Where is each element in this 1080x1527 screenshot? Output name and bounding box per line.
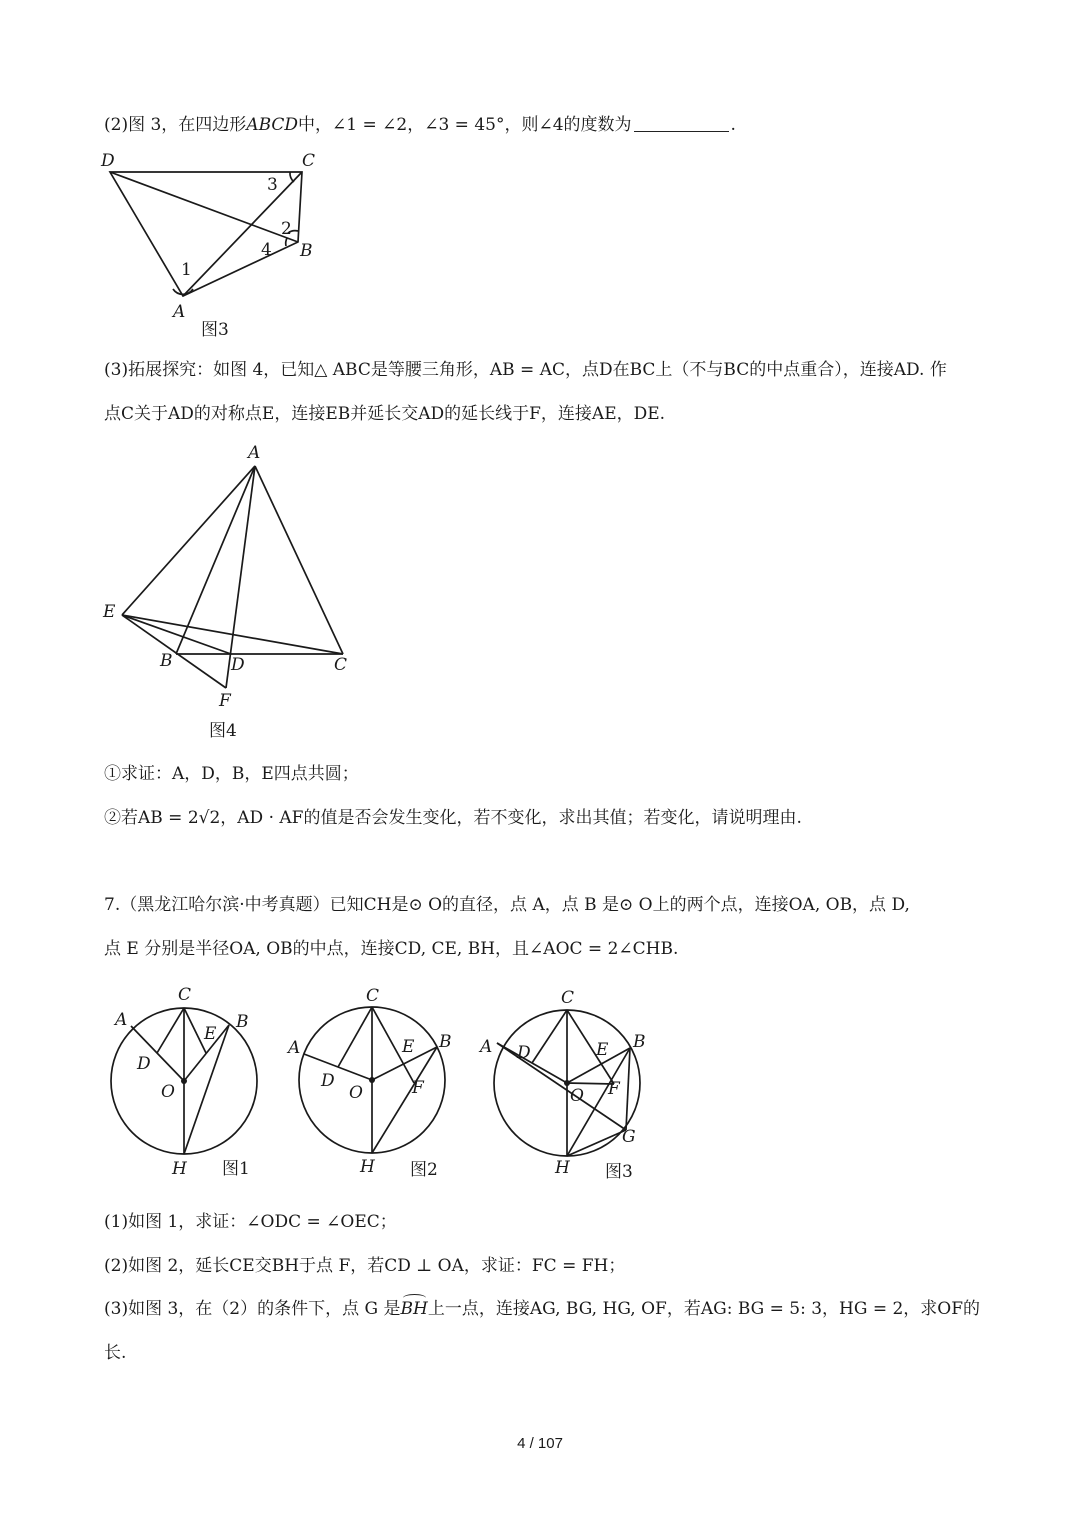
seg-ae xyxy=(122,466,255,615)
label-e: E xyxy=(596,1040,609,1060)
label-e: E xyxy=(103,602,116,622)
label-a: A xyxy=(248,443,261,463)
seg-of xyxy=(567,1083,614,1084)
q7-part2: (2)如图 2，延长CE交BH于点 F，若CD ⊥ OA，求证：FC = FH； xyxy=(104,1256,626,1276)
label-3: 3 xyxy=(267,175,278,195)
label-h: H xyxy=(360,1157,375,1177)
label-h: H xyxy=(555,1158,570,1178)
label-a: A xyxy=(173,302,186,322)
label-2: 2 xyxy=(281,219,292,239)
angle-4-arc xyxy=(286,238,287,246)
q6-sub2: ②若AB = 2√2，AD · AF的值是否会发生变化，若不变化，求出其值；若变化，请说明理由. xyxy=(104,808,802,828)
q7-part1: (1)如图 1，求证：∠ODC = ∠OEC； xyxy=(104,1212,397,1232)
label-c: C xyxy=(366,986,380,1006)
seg-bg xyxy=(626,1048,630,1130)
answer-blank[interactable] xyxy=(634,115,729,132)
label-g: G xyxy=(622,1127,636,1147)
center-dot xyxy=(369,1077,375,1083)
label-4: 4 xyxy=(261,240,272,260)
q7-line1: 7.（黑龙江哈尔滨·中考真题）已知CH是⊙ O的直径，点 A，点 B 是⊙ O上的两个点，连接OA, OB，点 D, xyxy=(104,895,910,915)
q6-part2-text xyxy=(104,113,736,137)
seg-bh xyxy=(184,1025,229,1154)
q6-part2-text-b: 中，∠1 = ∠2，∠3 = 45°，则∠4的度数为 xyxy=(298,115,632,135)
seg-ec xyxy=(122,615,343,654)
q6-sub1: ①求证：A，D，B，E四点共圆； xyxy=(104,764,359,784)
q6-part2-text-a: (2)图 3，在四边形 xyxy=(104,115,247,135)
q6-part3-line1: (3)拓展探究：如图 4，已知△ ABC是等腰三角形，AB = AC，点D在BC上（不与BC的中点重合），连接AD. 作 xyxy=(104,360,947,380)
q7-figure-1-caption: 图1 xyxy=(222,1159,250,1179)
seg-ac xyxy=(255,466,343,654)
label-d: D xyxy=(101,151,115,171)
label-f: F xyxy=(608,1079,620,1099)
label-1: 1 xyxy=(181,260,192,280)
arc-bh-label: BH xyxy=(400,1299,428,1319)
center-dot xyxy=(181,1078,187,1084)
seg-cd xyxy=(532,1010,567,1063)
quad-name: ABCD xyxy=(246,115,299,135)
q7-figure-2-caption: 图2 xyxy=(410,1160,438,1180)
label-a: A xyxy=(288,1038,301,1058)
label-o: O xyxy=(161,1082,175,1102)
label-e: E xyxy=(402,1037,415,1057)
figure-4-triangle xyxy=(95,440,375,750)
q7-part3-cont: 长. xyxy=(104,1343,127,1363)
label-o: O xyxy=(570,1086,584,1106)
arc-bh-mark xyxy=(403,1294,426,1302)
label-c: C xyxy=(561,988,575,1008)
label-d: D xyxy=(321,1071,335,1091)
q6-part3-line2: 点C关于AD的对称点E，连接EB并延长交AD的延长线于F，连接AE，DE. xyxy=(104,404,666,424)
label-d: D xyxy=(517,1043,531,1063)
label-f: F xyxy=(412,1078,424,1098)
label-e: E xyxy=(204,1024,217,1044)
q6-part2-text-c: . xyxy=(730,115,736,135)
figure-4-caption: 图4 xyxy=(209,721,237,741)
q7-figure-3-caption: 图3 xyxy=(605,1162,633,1182)
label-h: H xyxy=(172,1159,187,1179)
label-c: C xyxy=(334,655,348,675)
label-a: A xyxy=(115,1010,128,1030)
arc-bh xyxy=(401,1297,428,1321)
q7-part3-text-b: 上一点，连接AG, BG, HG, OF，若AG: BG = 5: 3，HG = 2，求OF的 xyxy=(427,1299,981,1319)
label-b: B xyxy=(300,241,313,261)
q7-figure-2 xyxy=(282,980,472,1185)
q7-part3-text-a: (3)如图 3，在（2）的条件下，点 G 是 xyxy=(104,1299,401,1319)
seg-hg xyxy=(567,1130,626,1156)
q7-part3 xyxy=(104,1297,980,1321)
q7-figure-1 xyxy=(100,980,280,1185)
label-f: F xyxy=(219,691,231,711)
label-d: D xyxy=(231,655,245,675)
label-c: C xyxy=(302,151,316,171)
label-a: A xyxy=(480,1037,493,1057)
seg-ed xyxy=(122,615,231,654)
page-number: 4 / 107 xyxy=(517,1435,563,1452)
label-b: B xyxy=(160,651,173,671)
angle-3-arc xyxy=(290,172,294,182)
figure-3-caption: 图3 xyxy=(201,320,229,340)
figure-3-quadrilateral xyxy=(95,145,335,345)
label-b: B xyxy=(439,1032,452,1052)
label-b: B xyxy=(633,1032,646,1052)
label-o: O xyxy=(349,1083,363,1103)
seg-cd xyxy=(157,1008,184,1053)
label-d: D xyxy=(137,1054,151,1074)
q7-line2: 点 E 分别是半径OA, OB的中点，连接CD, CE, BH，且∠AOC = 2∠CHB. xyxy=(104,939,679,959)
label-b: B xyxy=(236,1012,249,1032)
seg-cd xyxy=(338,1007,372,1067)
q7-figure-3 xyxy=(475,980,675,1185)
seg-ef xyxy=(122,615,226,688)
seg-ce xyxy=(184,1008,206,1053)
label-c: C xyxy=(178,985,192,1005)
